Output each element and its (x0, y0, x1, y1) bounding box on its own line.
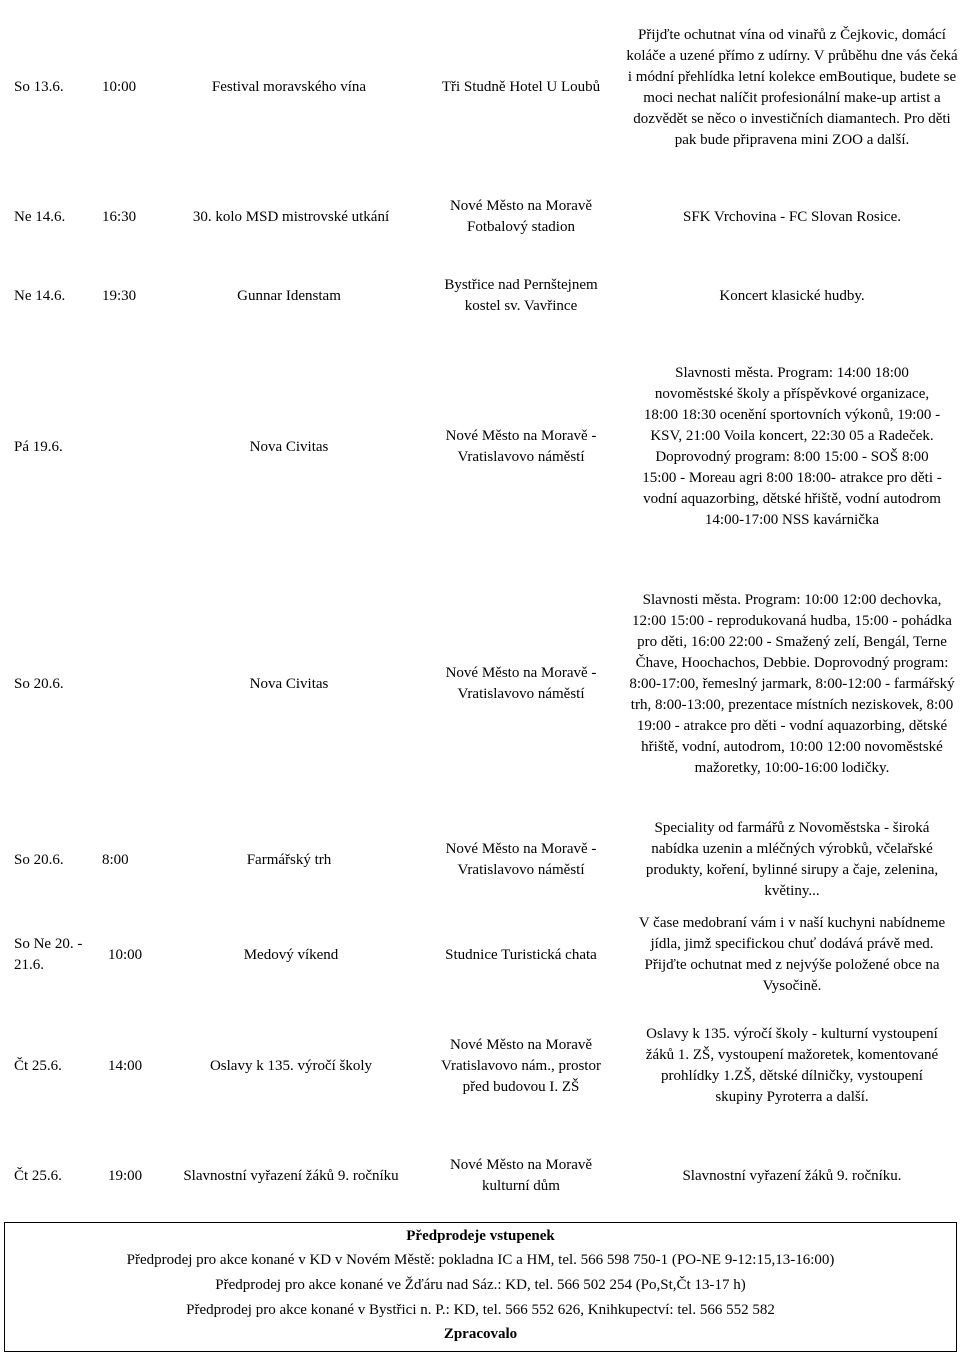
presale-line: Předprodej pro akce konané ve Žďáru nad Sáz.: KD, tel. 566 502 254 (Po,St,Čt 13-17 h) (215, 1277, 746, 1293)
event-description: V čase medobraní vám i v naší kuchyni nabídneme jídla, jimž specifickou chuť dodává právě med. Přijďte ochutnat med z nejvýše položené obce na Vysočině. (638, 915, 946, 994)
event-date: So 20.6. (14, 851, 64, 868)
event-description: Přijďte ochutnat vína od vinařů z Čejkovic, domácí koláče a uzené přímo z udírny. V průběhu dne vás čeká i módní přehlídka letní kolekce emBoutique, budete se moci nechat nalíčit profesionální make-up artist a dozvědět se něco o investičních diamantech. Pro děti pak bude připravena mini ZOO a další. (626, 27, 958, 148)
event-place: Nové Město na Moravě - Vratislavovo náměstí (445, 428, 597, 465)
event-description: Slavnostní vyřazení žáků 9. ročníku. (682, 1167, 902, 1184)
event-row (0, 1152, 960, 1200)
event-name: Oslavy k 135. výročí školy (209, 1057, 373, 1074)
event-row (0, 818, 960, 902)
event-date: So Ne 20. - 21.6. (14, 936, 83, 973)
event-name: Slavnostní vyřazení žáků 9. ročníku (183, 1167, 399, 1184)
event-date: Čt 25.6. (14, 1057, 62, 1074)
event-row (0, 273, 960, 319)
event-date: So 20.6. (14, 675, 64, 692)
event-place: Studnice Turistická chata (445, 946, 597, 963)
event-place: Bystřice nad Pernštejnem kostel sv. Vavřince (444, 277, 598, 314)
event-date: Pá 19.6. (14, 438, 63, 455)
event-name: Nova Civitas (249, 438, 329, 455)
event-row (0, 568, 960, 800)
presale-line: Předprodej pro akce konané v KD v Novém Městě: pokladna IC a HM, tel. 566 598 750-1 (PO-NE 9-12:15,13-16:00) (126, 1252, 835, 1268)
event-time: 10:00 (108, 946, 143, 963)
event-name: Gunnar Idenstam (237, 287, 341, 304)
event-name: Medový víkend (243, 946, 339, 963)
event-name: Farmářský trh (246, 851, 332, 868)
event-place: Nové Město na Moravě - Vratislavovo náměstí (445, 841, 597, 878)
event-place: Nové Město na Moravě Fotbalový stadion (449, 198, 593, 235)
event-name: Festival moravského vína (211, 79, 367, 95)
event-time: 19:30 (102, 287, 137, 304)
event-time: 19:00 (108, 1167, 143, 1184)
event-description: SFK Vrchovina - FC Slovan Rosice. (683, 208, 901, 225)
event-place: Tři Studně Hotel U Loubů (441, 79, 601, 95)
event-row (0, 193, 960, 241)
event-description: Oslavy k 135. výročí školy - kulturní vystoupení žáků 1. ZŠ, vystoupení mažoretek, komentované prohlídky 1.ZŠ, dětské dílničky, vystoupení skupiny Pyroterra a další. (645, 1026, 939, 1105)
event-place: Nové Město na Moravě kulturní dům (449, 1157, 593, 1194)
event-time: 16:30 (102, 208, 137, 225)
event-name: Nova Civitas (249, 675, 329, 692)
event-row (0, 1012, 960, 1120)
event-place: Nové Město na Moravě - Vratislavovo náměstí (445, 665, 597, 702)
event-place: Nové Město na Moravě Vratislavovo nám., prostor před budovou I. ZŠ (441, 1036, 601, 1095)
presale-line: Předprodej pro akce konané v Bystřici n. P.: KD, tel. 566 552 626, Knihkupectví: tel. 566 552 582 (186, 1302, 775, 1318)
event-time: 14:00 (108, 1057, 143, 1074)
event-date: Ne 14.6. (14, 287, 66, 304)
event-description: Slavnosti města. Program: 10:00 12:00 dechovka, 12:00 15:00 - reprodukovaná hudba, 15:00 - pohádka pro děti, 16:00 22:00 - Smažený zelí, Bengál, Terne Čhave, Hoochachos, Debbie. Doprovodný program: 8:00-17:00, řemeslný jarmark, 8:00-12:00 - farmářský trh, 8:00-13:00, prezentace místních neziskovek, 8:00 19:00 - atrakce pro děti - vodní aquazorbing, dětské hřiště, vodní, autodrom, 10:00 12:00 novoměstské mažoretky, 10:00-16:00 lodičky. (629, 591, 955, 776)
event-time: 10:00 (102, 79, 137, 95)
event-row (0, 912, 960, 998)
credit-label: Zpracovalo (443, 1326, 518, 1342)
event-row (0, 342, 960, 552)
event-date: Čt 25.6. (14, 1167, 62, 1184)
event-date: Ne 14.6. (14, 208, 66, 225)
event-time (102, 342, 158, 552)
event-time: 8:00 (102, 851, 129, 868)
event-description: Speciality od farmářů z Novoměstska - široká nabídka uzenin a mléčných výrobků, včelařské produkty, koření, bylinné sirupy a čaje, zelenina, květiny... (645, 820, 939, 899)
event-description: Koncert klasické hudby. (719, 287, 865, 304)
event-description: Slavnosti města. Program: 14:00 18:00 novoměstské školy a příspěvkové organizace, 18:00 18:30 ocenění sportovních výkonů, 19:00 - KSV, 21:00 Voila koncert, 22:30 05 a Radeček. Doprovodný program: 8:00 15:00 - SOŠ 8:00 15:00 - Moreau agri 8:00 18:00- atrakce pro děti - vodní aquazorbing, dětské hřiště, vodní autodrom 14:00-17:00 NSS kavárnička (642, 365, 942, 528)
event-name: 30. kolo MSD mistrovské utkání (192, 208, 390, 225)
event-date: So 13.6. (14, 79, 64, 95)
event-time (102, 568, 158, 800)
event-row (0, 0, 960, 175)
ticket-presale-box (4, 1222, 957, 1352)
presale-title: Předprodeje vstupenek (406, 1228, 555, 1244)
